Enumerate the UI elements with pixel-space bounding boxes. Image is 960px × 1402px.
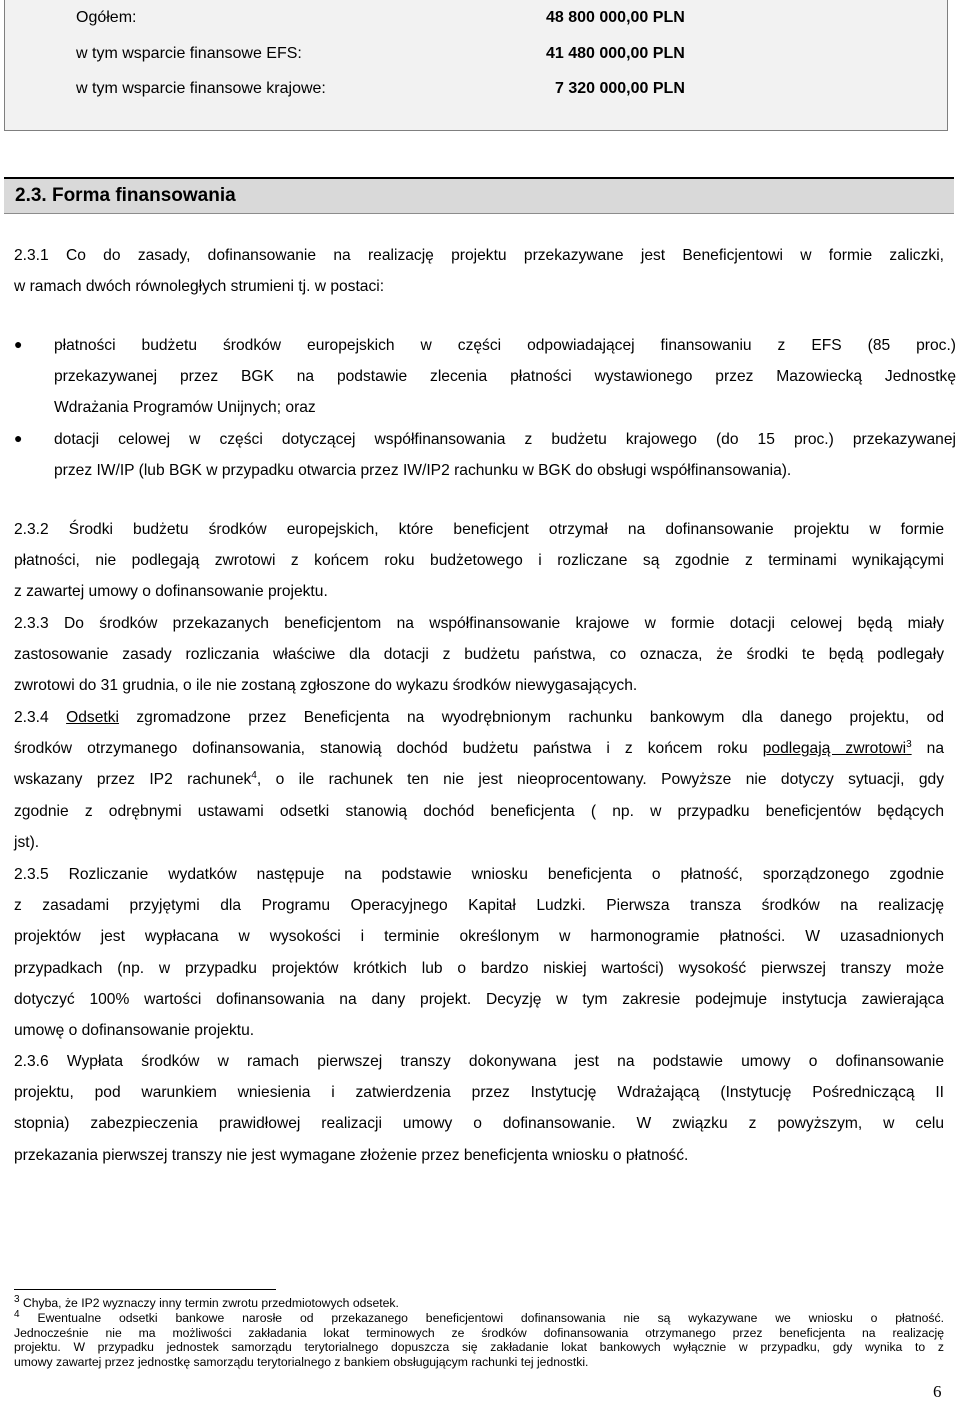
paragraph-2-3-4 [14,702,944,858]
text-line: stopnia) zabezpieczenia prawidłowej realizacji umowy o dofinansowanie. W związku z powyższym, w celu [14,1115,944,1133]
list-item-text [54,424,956,486]
text-span: podlegają zwrotowi [762,740,907,758]
paragraph-number: 2.3.4 [14,709,49,726]
budget-label-total: Ogółem: [76,9,137,26]
text-line: zastosowanie zasady rozliczania właściwe dla dotacji z budżetu państwa, co oznacza, że środki te będą podlegały [14,646,944,664]
footnote-3 [14,1293,944,1311]
text-line: 2.3.3 Do środków przekazanych beneficjentom na współfinansowanie krajowe w formie dotacji celowej będą miały [14,615,944,632]
text-line: zwrotowi do 31 grudnia, o ile nie zostaną zgłoszone do wykazu środków niewygasających. [14,677,638,695]
footnote-4 [14,1308,944,1369]
budget-value-national: 7 320 000,00 PLN [555,80,685,97]
bullet-icon: ● [14,336,23,352]
text-line: 2.3.2 Środki budżetu środków europejskich, które beneficjent otrzymał na dofinansowanie projektu w formie [14,521,944,538]
text-line: przekazywanej przez BGK na podstawie zlecenia płatności wystawionego przez Mazowiecką Jednostkę [54,368,956,386]
section-header [4,177,954,214]
text-line [14,702,944,733]
text-line: umowę o dofinansowanie projektu. [14,1021,255,1039]
budget-value-efs: 41 480 000,00 PLN [546,45,685,62]
text-line: z zawartej umowy o dofinansowanie projektu. [14,583,328,601]
text-line [14,733,944,764]
bullet-icon: ● [14,430,23,446]
section-title: 2.3. Forma finansowania [15,185,236,206]
footnote-number: 3 [14,1293,20,1305]
text-line: 2.3.5 Rozliczanie wydatków następuje na podstawie wniosku beneficjenta o płatność, sporządzonego zgodnie [14,866,944,883]
budget-summary-box [4,0,948,131]
paragraph-2-3-1 [14,240,944,302]
text-span: wskazany przez IP2 rachunek [14,771,252,789]
text-line: płatności, nie podlegają zwrotowi z końcem roku budżetowego i rozliczane są zgodnie z terminami wynikającymi [14,552,944,570]
text-span: środków otrzymanego dofinansowania, stanowią dochód budżetu państwa i z końcem roku [14,740,763,758]
text-line: z zasadami przyjętymi dla Programu Operacyjnego Kapitał Ludzki. Pierwsza transza środków na realizację [14,897,944,915]
text-line: jst). [14,833,40,851]
text-span: , o ile rachunek ten nie jest nieoprocentowany. Powyższe nie dotyczy sytuacji, gdy [256,771,944,789]
list-item-text [54,330,956,424]
text-span: Chyba, że IP2 wyznaczy inny termin zwrotu przedmiotowych odsetek. [22,1296,399,1310]
footnote-ref-3[interactable]: 3 [906,739,912,750]
text-span: Ewentualne odsetki bankowe narosłe od przekazanego beneficjentowi dofinansowania nie są wykazywane we wniosku o płatność. [37,1311,944,1325]
paragraph-2-3-2 [14,514,944,608]
text-line: w ramach dwóch równoległych strumieni tj. w postaci: [14,278,385,296]
text-span: na [911,740,945,758]
text-line: zgodnie z odrębnymi ustawami odsetki stanowią dochód beneficjenta ( np. w przypadku beneficjentów będących [14,802,944,820]
refund-term [763,740,912,757]
text-line: 2.3.6 Wypłata środków w ramach pierwszej transzy dokonywana jest na podstawie umowy o dofinansowanie [14,1053,944,1070]
budget-label-efs: w tym wsparcie finansowe EFS: [76,45,302,62]
budget-value-total: 48 800 000,00 PLN [546,9,685,26]
paragraph-2-3-3 [14,608,944,702]
footnote-ref-4[interactable]: 4 [251,770,257,782]
text-line: projektu, pod warunkiem wniesienia i zatwierdzenia przez Instytucję Wdrażającą (Instytucję Pośredniczącą II [14,1084,944,1102]
text-line: umowy zawartej przez jednostkę samorządu terytorialnego z bankiem obsługującym rachunki tej jednostki. [14,1354,589,1369]
paragraph-2-3-6 [14,1046,944,1171]
text-line: płatności budżetu środków europejskich w części odpowiadającej finansowaniu z EFS (85 proc.) [54,337,956,354]
paragraph-2-3-5 [14,859,944,1046]
text-line: dotyczyć 100% wartości dofinansowania na dany projekt. Decyzję w tym zakresie podejmuje instytucja zawierająca [14,990,944,1008]
budget-label-national: w tym wsparcie finansowe krajowe: [76,80,326,97]
text-line: dotacji celowej w części dotyczącej współfinansowania z budżetu krajowego (do 15 proc.) przekazywanej [54,431,956,448]
page-number: 6 [933,1382,942,1401]
footnote-number: 4 [14,1308,20,1320]
text-line: przypadkach (np. w przypadku projektów krótkich lub o bardzo niskiej wartości) wysokość pierwszej transzy może [14,959,944,977]
text-line: Wdrażania Programów Unijnych; oraz [54,399,316,417]
text-span: zgromadzone przez Beneficjenta na wyodrębnionym rachunku bankowym dla danego projektu, od [118,709,944,726]
text-line: przez IW/IP (lub BGK w przypadku otwarcia przez IW/IP2 rachunku w BGK do obsługi współfinansowania). [54,462,792,480]
text-line: Jednocześnie nie ma możliwości zakładania lokat terminowych ze środków dofinansowania otrzymanego przez beneficjenta na realizację [14,1325,944,1340]
text-line: przekazania pierwszej transzy nie jest wymagane złożenie przez beneficjenta wniosku o płatność. [14,1146,689,1164]
text-line [14,1308,944,1326]
text-line: projektu. W przypadku jednostek samorządu terytorialnego dopuszcza się zakładanie lokat bankowych wyłącznie w przypadku, gdy wynika to z [14,1340,944,1355]
text-line: 2.3.1 Co do zasady, dofinansowanie na realizację projektu przekazywane jest Beneficjentowi w formie zaliczki, [14,247,944,264]
text-line: projektów jest wypłacana w wysokości i terminie określonym w harmonogramie płatności. W uzasadnionych [14,928,944,946]
text-line [14,764,944,795]
interest-term: Odsetki [66,709,119,726]
text-line [14,1293,944,1311]
footnote-divider [14,1289,276,1290]
